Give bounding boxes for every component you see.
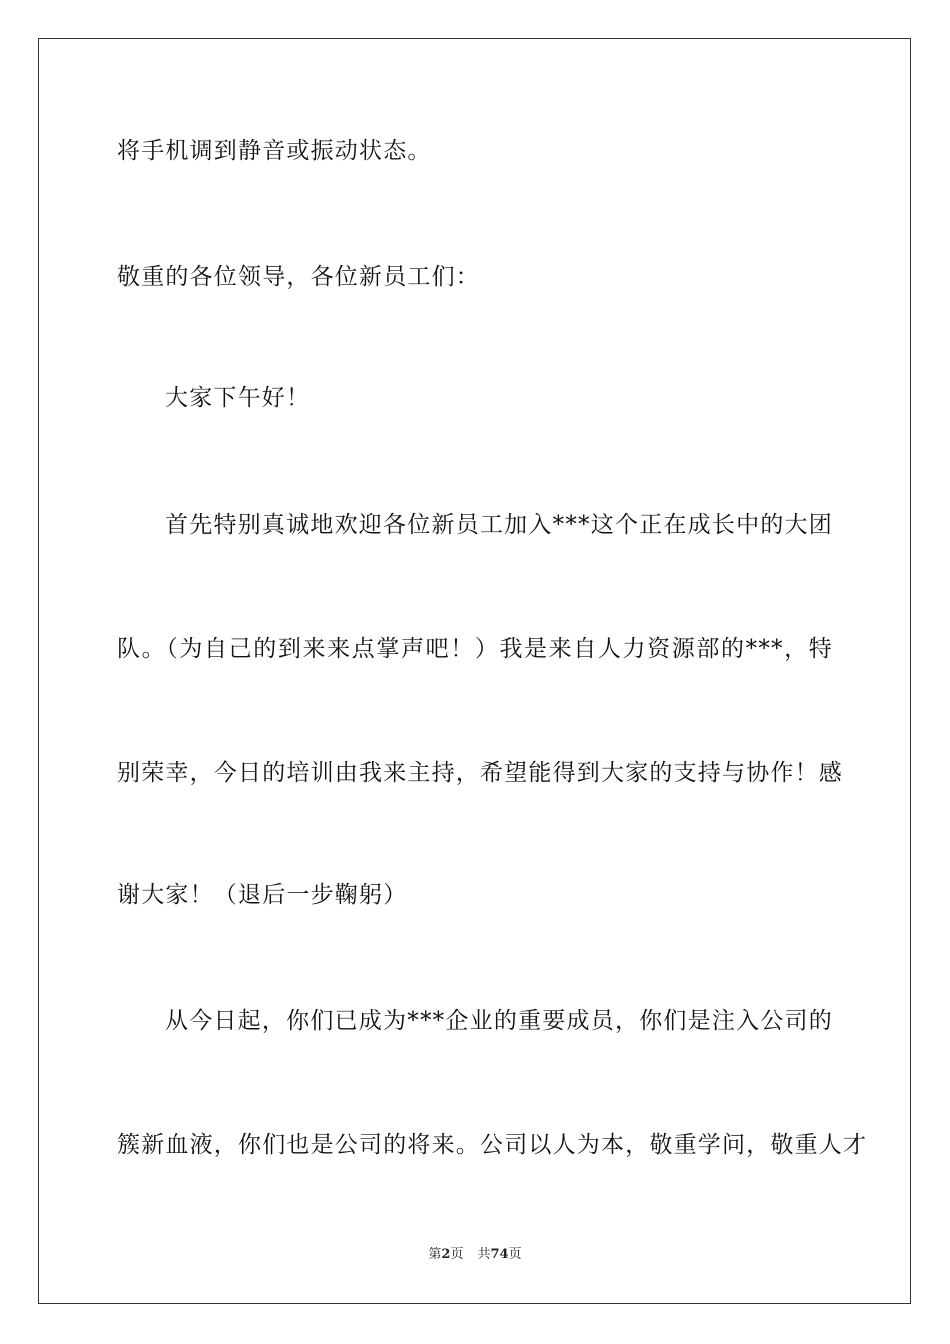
page-border bbox=[38, 38, 911, 1304]
paragraph-2-line-1: 从今日起，你们已成为***企业的重要成员，你们是注入公司的 bbox=[165, 1008, 833, 1034]
greeting-line: 大家下午好！ bbox=[165, 385, 311, 411]
total-prefix: 共 bbox=[477, 1247, 491, 1262]
text-line-1: 将手机调到静音或振动状态。 bbox=[117, 138, 432, 164]
page-prefix: 第 bbox=[428, 1247, 442, 1262]
page-current: 2 bbox=[441, 1247, 451, 1262]
paragraph-2-line-2: 簇新血液，你们也是公司的将来。公司以人为本，敬重学问，敬重人才 bbox=[117, 1132, 868, 1158]
page-footer bbox=[0, 1246, 950, 1264]
paragraph-1-line-4: 谢大家！（退后一步鞠躬） bbox=[117, 882, 408, 908]
page-suffix: 页 bbox=[450, 1247, 464, 1262]
total-suffix: 页 bbox=[508, 1247, 522, 1262]
paragraph-1-line-2: 队。（为自己的到来来点掌声吧！）我是来自人力资源部的***，特 bbox=[117, 636, 833, 662]
page-total: 74 bbox=[490, 1247, 509, 1262]
paragraph-1-line-1: 首先特别真诚地欢迎各位新员工加入***这个正在成长中的大团 bbox=[165, 512, 833, 538]
salutation-line: 敬重的各位领导，各位新员工们： bbox=[117, 264, 480, 290]
paragraph-1-line-3: 别荣幸，今日的培训由我来主持，希望能得到大家的支持与协作！感 bbox=[117, 760, 843, 786]
